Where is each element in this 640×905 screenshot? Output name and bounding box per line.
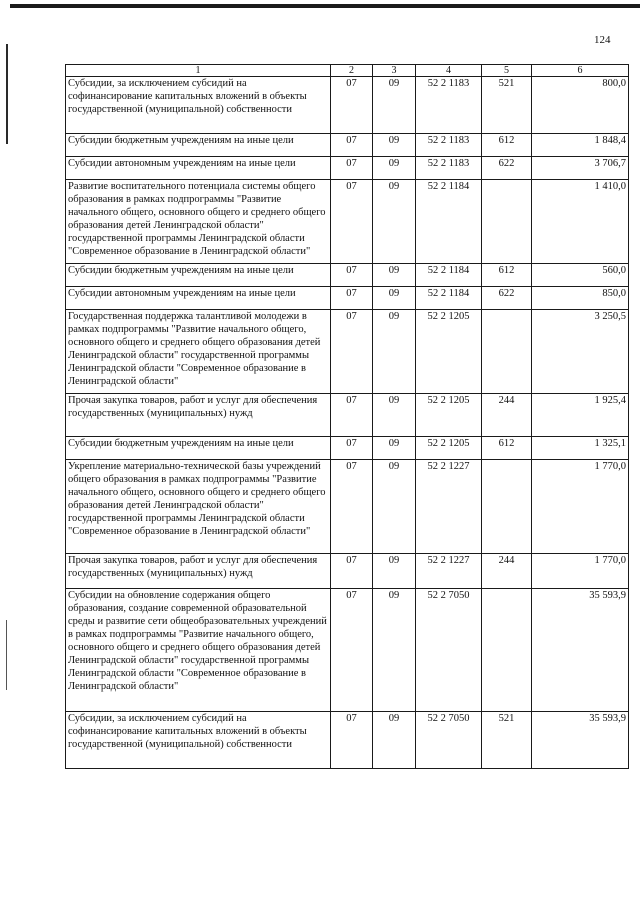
row-section: 07 — [331, 157, 373, 180]
row-amount: 35 593,9 — [532, 589, 629, 712]
table-row — [66, 134, 629, 157]
row-name: Субсидии бюджетным учреждениям на иные цели — [66, 134, 331, 157]
row-expense-type: 612 — [482, 437, 532, 460]
row-name: Государственная поддержка талантливой молодежи в рамках подпрограммы "Развитие начального общего, основного общего и среднего общего образования детей Ленинградской области" государственной программы Ленинградской области "Современное образование в Ленинградской области" — [66, 310, 331, 394]
row-amount: 1 848,4 — [532, 134, 629, 157]
row-target-article: 52 2 1205 — [416, 437, 482, 460]
row-amount: 35 593,9 — [532, 712, 629, 769]
row-name: Субсидии на обновление содержания общего образования, создание современной образовательной среды и развитие сети общеобразовательных учреждений в рамках подпрограммы "Развитие начального общего, основного общего и среднего общего образования детей Ленинградской области" государственной программы Ленинградской области "Современное образование в Ленинградской области" — [66, 589, 331, 712]
row-amount: 800,0 — [532, 77, 629, 134]
row-subsection: 09 — [373, 77, 416, 134]
table-row — [66, 554, 629, 589]
row-amount: 1 325,1 — [532, 437, 629, 460]
row-target-article: 52 2 1184 — [416, 180, 482, 264]
table-row — [66, 157, 629, 180]
row-amount: 3 250,5 — [532, 310, 629, 394]
row-expense-type: 612 — [482, 134, 532, 157]
row-subsection: 09 — [373, 157, 416, 180]
row-target-article: 52 2 1184 — [416, 287, 482, 310]
column-header-subsection: 3 — [373, 65, 416, 77]
row-target-article: 52 2 7050 — [416, 589, 482, 712]
row-section: 07 — [331, 712, 373, 769]
row-section: 07 — [331, 264, 373, 287]
row-expense-type: 244 — [482, 394, 532, 437]
row-name: Прочая закупка товаров, работ и услуг для обеспечения государственных (муниципальных) нужд — [66, 554, 331, 589]
row-subsection: 09 — [373, 264, 416, 287]
row-amount: 1 770,0 — [532, 554, 629, 589]
row-section: 07 — [331, 394, 373, 437]
table-row — [66, 310, 629, 394]
row-subsection: 09 — [373, 394, 416, 437]
row-name: Субсидии бюджетным учреждениям на иные цели — [66, 437, 331, 460]
row-target-article: 52 2 1184 — [416, 264, 482, 287]
row-expense-type: 622 — [482, 157, 532, 180]
table-row — [66, 460, 629, 554]
budget-table — [65, 64, 629, 769]
row-expense-type — [482, 589, 532, 712]
table-row — [66, 180, 629, 264]
row-section: 07 — [331, 437, 373, 460]
row-amount: 560,0 — [532, 264, 629, 287]
row-name: Прочая закупка товаров, работ и услуг для обеспечения государственных (муниципальных) нужд — [66, 394, 331, 437]
row-expense-type: 612 — [482, 264, 532, 287]
table-row — [66, 437, 629, 460]
row-amount: 1 925,4 — [532, 394, 629, 437]
row-subsection: 09 — [373, 712, 416, 769]
column-header-expense-type: 5 — [482, 65, 532, 77]
row-target-article: 52 2 1227 — [416, 460, 482, 554]
row-name: Развитие воспитательного потенциала системы общего образования в рамках подпрограммы "Развитие начального общего, основного общего и среднего общего образования детей Ленинградской области" государственной программы Ленинградской области "Современное образование в Ленинградской области" — [66, 180, 331, 264]
scan-margin-mark — [6, 44, 8, 144]
row-subsection: 09 — [373, 589, 416, 712]
row-subsection: 09 — [373, 134, 416, 157]
column-header-amount: 6 — [532, 65, 629, 77]
row-amount: 3 706,7 — [532, 157, 629, 180]
column-header-section: 2 — [331, 65, 373, 77]
row-subsection: 09 — [373, 554, 416, 589]
row-name: Субсидии, за исключением субсидий на софинансирование капитальных вложений в объекты государственной (муниципальной) собственности — [66, 712, 331, 769]
row-amount: 1 410,0 — [532, 180, 629, 264]
row-section: 07 — [331, 554, 373, 589]
table-row — [66, 264, 629, 287]
row-amount: 850,0 — [532, 287, 629, 310]
table-row — [66, 712, 629, 769]
column-header-name: 1 — [66, 65, 331, 77]
row-section: 07 — [331, 134, 373, 157]
row-name: Укрепление материально-технической базы учреждений общего образования в рамках подпрограммы "Развитие начального общего, основного общего и среднего общего образования детей Ленинградской области" государственной программы Ленинградской области "Современное образование в Ленинградской области" — [66, 460, 331, 554]
row-expense-type — [482, 460, 532, 554]
row-expense-type: 244 — [482, 554, 532, 589]
scan-margin-mark-lower — [6, 620, 7, 690]
table-row — [66, 394, 629, 437]
row-section: 07 — [331, 287, 373, 310]
row-expense-type: 622 — [482, 287, 532, 310]
row-target-article: 52 2 1183 — [416, 134, 482, 157]
row-expense-type: 521 — [482, 77, 532, 134]
row-section: 07 — [331, 589, 373, 712]
row-section: 07 — [331, 77, 373, 134]
page-number: 124 — [594, 34, 611, 46]
table-row — [66, 589, 629, 712]
table-row — [66, 287, 629, 310]
row-subsection: 09 — [373, 460, 416, 554]
column-header-target-article: 4 — [416, 65, 482, 77]
row-target-article: 52 2 1227 — [416, 554, 482, 589]
row-target-article: 52 2 1205 — [416, 394, 482, 437]
row-name: Субсидии бюджетным учреждениям на иные цели — [66, 264, 331, 287]
row-section: 07 — [331, 180, 373, 264]
row-subsection: 09 — [373, 287, 416, 310]
row-section: 07 — [331, 460, 373, 554]
scan-top-border — [10, 4, 640, 8]
row-subsection: 09 — [373, 310, 416, 394]
table-row — [66, 77, 629, 134]
row-section: 07 — [331, 310, 373, 394]
row-target-article: 52 2 1183 — [416, 157, 482, 180]
row-name: Субсидии, за исключением субсидий на софинансирование капитальных вложений в объекты государственной (муниципальной) собственности — [66, 77, 331, 134]
row-target-article: 52 2 7050 — [416, 712, 482, 769]
row-expense-type — [482, 180, 532, 264]
row-subsection: 09 — [373, 180, 416, 264]
row-name: Субсидии автономным учреждениям на иные цели — [66, 157, 331, 180]
table-header-row — [66, 65, 629, 77]
row-subsection: 09 — [373, 437, 416, 460]
row-target-article: 52 2 1205 — [416, 310, 482, 394]
row-expense-type — [482, 310, 532, 394]
row-expense-type: 521 — [482, 712, 532, 769]
row-amount: 1 770,0 — [532, 460, 629, 554]
row-name: Субсидии автономным учреждениям на иные цели — [66, 287, 331, 310]
row-target-article: 52 2 1183 — [416, 77, 482, 134]
